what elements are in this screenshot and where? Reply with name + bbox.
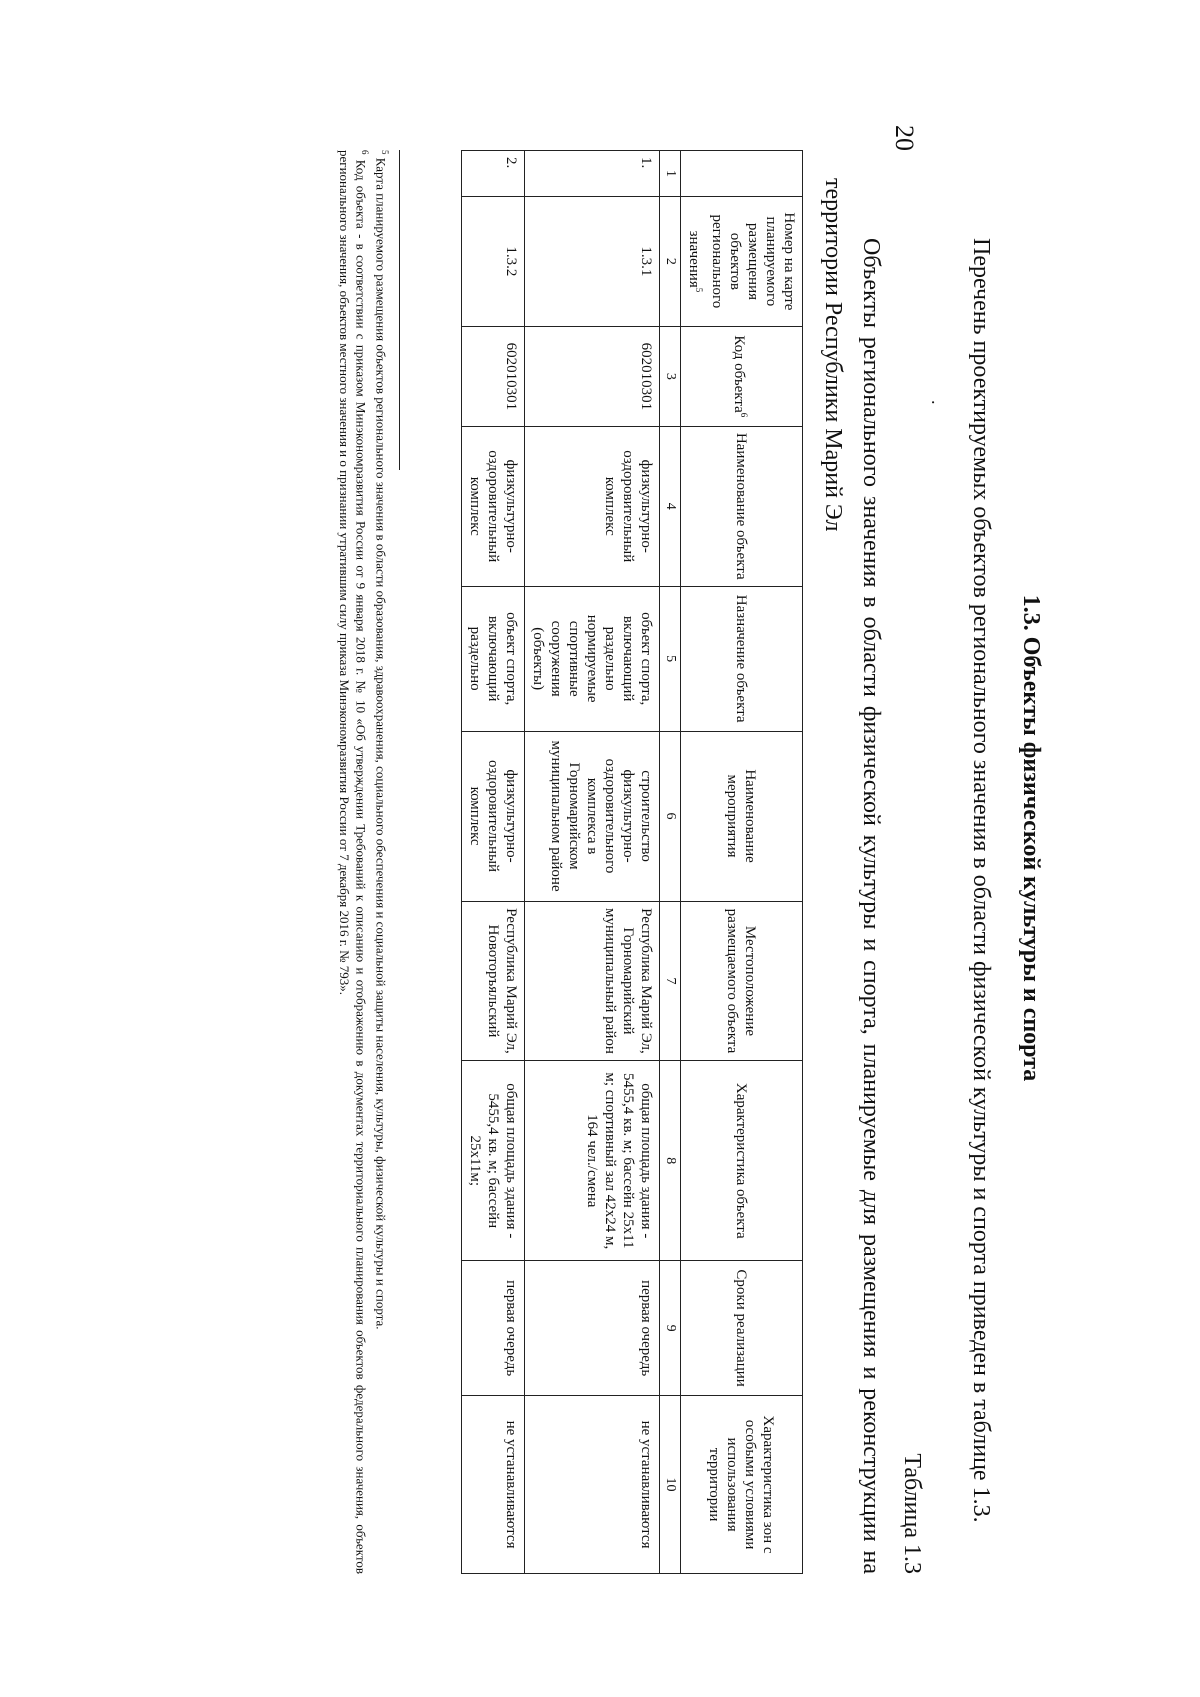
footnote-mark: 5 (380, 150, 390, 155)
zones-cell: не устанавливаются (462, 1396, 525, 1574)
footnote-mark: 6 (359, 150, 370, 155)
header-col-1 (681, 151, 803, 197)
measure-cell: строительство физкультурно-оздоровительного комплекса в Горномарийском муниципальном районе (525, 731, 660, 901)
column-number: 8 (660, 1061, 681, 1261)
footnote-5 (373, 150, 393, 1574)
map-number-cell: 1.3.1 (525, 196, 660, 326)
column-number: 10 (660, 1396, 681, 1574)
characteristics-cell: общая площадь здания - 5455,4 кв. м; бассейн 25х11м; (462, 1061, 525, 1261)
header-code (681, 326, 803, 426)
terms-cell: первая очередь (462, 1261, 525, 1396)
footnote-text: Код объекта - в соответствии с приказом Минэкономразвития России от 9 января 2018 г. № 10 «Об утверждении Требований к описанию и отображению в документах территориального планирования объектов федерального значения, объектов регионального значения, объектов местного значения и о признании утратившим силу приказа Минэкономразвития России от 7 декабря 2016 г. № 793». (337, 150, 369, 1574)
object-name-cell: физкультурно-оздоровительный комплекс (462, 426, 525, 586)
header-measure: Наименование мероприятия (681, 731, 803, 901)
footnotes (336, 150, 400, 1574)
footnote-text: Карта планируемого размещения объектов регионального значения в области образования, здравоохранения, социального обеспечения и социальной защиты населения, культуры, физической культуры и спорта. (373, 157, 389, 1330)
column-number: 5 (660, 586, 681, 731)
header-name: Наименование объекта (681, 426, 803, 586)
location-cell: Республика Марий Эл, Новоторъяльский (462, 901, 525, 1061)
terms-cell: первая очередь (525, 1261, 660, 1396)
zones-cell: не устанавливаются (525, 1396, 660, 1574)
row-index: 2. (462, 151, 525, 197)
header-zones: Характеристика зон с особыми условиями использования территории (681, 1396, 803, 1574)
section-title: 1.3. Объекты физической культуры и спорта (1018, 594, 1044, 1082)
footnote-ref-6: 6 (739, 412, 749, 418)
objects-table (461, 150, 803, 1574)
characteristics-cell: общая площадь здания - 5455,4 кв. м; бассейн 25х11 м; спортивный зал 42х24 м, 164 чел./смена (525, 1061, 660, 1261)
column-number: 1 (660, 151, 681, 197)
column-number: 6 (660, 731, 681, 901)
column-number: 3 (660, 326, 681, 426)
location-cell: Республика Марий Эл, Горномарийский муниципальный район (525, 901, 660, 1061)
page-number: 20 (890, 125, 919, 151)
stray-mark: . (928, 400, 948, 405)
header-characteristics: Характеристика объекта (681, 1061, 803, 1261)
header-code-text: Код объекта (731, 335, 747, 413)
measure-cell: физкультурно-оздоровительный комплекс (462, 731, 525, 901)
table-row (462, 151, 525, 1574)
column-number-row (660, 151, 681, 1574)
purpose-cell: объект спорта, включающий раздельно (462, 586, 525, 731)
row-index: 1. (525, 151, 660, 197)
code-cell: 602010301 (462, 326, 525, 426)
map-number-cell: 1.3.2 (462, 196, 525, 326)
header-purpose: Назначение объекта (681, 586, 803, 731)
column-number: 9 (660, 1261, 681, 1396)
footnote-divider (399, 150, 400, 470)
intro-paragraph: Перечень проектируемых объектов регионального значения в области физической культуры и спорта приведен в таблице 1.3. (968, 238, 994, 1523)
header-terms: Сроки реализации (681, 1261, 803, 1396)
rotated-page-content (190, 98, 1070, 1578)
code-cell: 602010301 (525, 326, 660, 426)
footnote-ref-5: 5 (694, 287, 704, 293)
object-name-cell: физкультурно-оздоровительный комплекс (525, 426, 660, 586)
header-location: Местоположение размещаемого объекта (681, 901, 803, 1061)
column-number: 7 (660, 901, 681, 1061)
footnote-6 (336, 150, 372, 1574)
table-title: Объекты регионального значения в области физической культуры и спорта, планируемые для размещения и реконструкции на территории Республики Марий Эл (820, 178, 884, 1574)
table-header-row (681, 151, 803, 1574)
column-number: 4 (660, 426, 681, 586)
column-number: 2 (660, 196, 681, 326)
table-caption: Таблица 1.3 (899, 1453, 925, 1574)
table-row (525, 151, 660, 1574)
purpose-cell: объект спорта, включающий раздельно нормируемые спортивные сооружения (объекты) (525, 586, 660, 731)
header-map-number-text: Номер на карте планируемого размещения объектов регионального значения (686, 212, 797, 311)
header-map-number (681, 196, 803, 326)
